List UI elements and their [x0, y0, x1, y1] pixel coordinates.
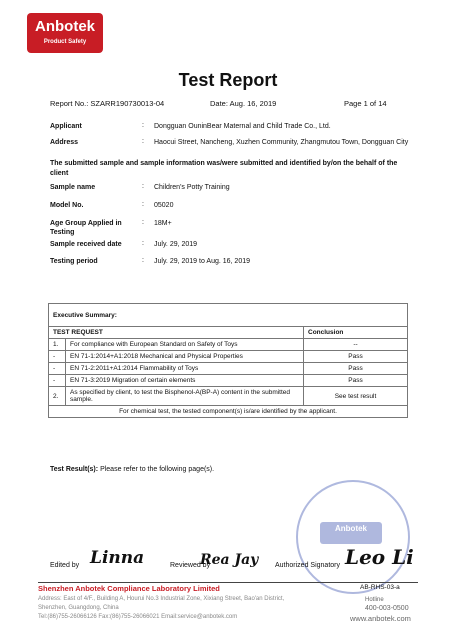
received-value: July. 29, 2019: [154, 241, 198, 248]
logo-name: Anbotek: [35, 18, 95, 35]
row-result: Pass: [304, 351, 408, 363]
logo-tagline: Product Safety: [43, 39, 87, 45]
age-value: 18M+: [154, 220, 172, 227]
compliance-stamp: [296, 480, 410, 594]
row-result: Pass: [304, 375, 408, 387]
sample-value: Children's Potty Training: [154, 184, 230, 191]
company-logo: [27, 13, 103, 53]
row-request: For compliance with European Standard on Safety of Toys: [66, 339, 304, 351]
age-label: Age Group Applied in Testing: [50, 220, 122, 236]
reviewed-by-label: Reviewed by: [170, 562, 211, 569]
table-row: [49, 339, 408, 351]
executive-summary-table: [48, 303, 408, 418]
hotline-number: 400-003-0500: [365, 605, 409, 612]
received-label: Sample received date: [50, 241, 122, 248]
col-test-request: TEST REQUEST: [49, 327, 304, 339]
table-row: [49, 375, 408, 387]
table-row: [49, 351, 408, 363]
model-value: 05020: [154, 202, 174, 209]
test-result-label: Test Result(s):: [50, 466, 99, 473]
row-no: 1.: [49, 339, 66, 351]
footer-address-2: Shenzhen, Guangdong, China: [38, 605, 119, 611]
signatory-signature: Leo Li: [345, 545, 414, 569]
sample-label: Sample name: [50, 184, 96, 191]
table-row: [49, 363, 408, 375]
stamp-logo: Anbotek: [320, 522, 382, 544]
footer-address-1: Address: East of 4/F., Building A, Hourui No.3 Industrial Zone, Xixiang Street, Bao'an District,: [38, 596, 285, 602]
period-value: July. 29, 2019 to Aug. 16, 2019: [154, 258, 251, 265]
hotline-label: Hotline: [365, 597, 384, 603]
applicant-value: Dongguan OuninBear Maternal and Child Trade Co., Ltd.: [154, 123, 331, 130]
page-title: Test Report: [178, 70, 278, 90]
reviewer-signature: Rea Jay: [200, 552, 259, 568]
doc-code: AB-RHS-03-a: [360, 584, 400, 591]
row-request: EN 71-1:2014+A1:2018 Mechanical and Physical Properties: [66, 351, 304, 363]
test-result-value: Please refer to the following page(s).: [100, 466, 215, 473]
row-result: Pass: [304, 363, 408, 375]
summary-note: For chemical test, the tested component(s) is/are identified by the applicant.: [49, 406, 408, 418]
row-no: -: [49, 363, 66, 375]
table-row: [49, 387, 408, 406]
row-no: -: [49, 351, 66, 363]
summary-heading: Executive Summary:: [49, 304, 408, 327]
address-value: Haocui Street, Nancheng, Xuzhen Community, Zhangmutou Town, Dongguan City: [154, 139, 409, 146]
lab-name: Shenzhen Anbotek Compliance Laboratory Limited: [38, 584, 220, 593]
footer-contacts: Tel:(86)755-26066126 Fax:(86)755-26066021 Email:service@anbotek.com: [38, 614, 238, 620]
website: www.anbotek.com: [350, 614, 411, 623]
row-result: See test result: [304, 387, 408, 406]
editor-signature: Linna: [90, 548, 145, 568]
address-label: Address: [50, 139, 79, 146]
row-no: 2.: [49, 387, 66, 406]
row-request: As specified by client, to test the Bisphenol-A(BP-A) content in the submitted sample.: [66, 387, 304, 406]
test-result-line: [50, 466, 410, 473]
model-label: Model No.: [50, 202, 84, 209]
authorized-label: Authorized Signatory: [275, 562, 340, 569]
footer-divider: [38, 582, 418, 583]
row-no: -: [49, 375, 66, 387]
period-label: Testing period: [50, 258, 98, 265]
row-request: EN 71-2:2011+A1:2014 Flammability of Toys: [66, 363, 304, 375]
edited-by-label: Edited by: [50, 562, 80, 569]
row-request: EN 71-3:2019 Migration of certain elements: [66, 375, 304, 387]
row-result: --: [304, 339, 408, 351]
submitted-note: The submitted sample and sample information was/were submitted and identified by/on the behalf of the client: [50, 160, 398, 177]
report-date: Date: Aug. 16, 2019: [210, 99, 277, 108]
col-conclusion: Conclusion: [304, 327, 408, 339]
applicant-label: Applicant: [50, 123, 82, 130]
page-number: Page 1 of 14: [344, 99, 387, 108]
report-number: Report No.: SZARR190730013-04: [50, 99, 165, 108]
